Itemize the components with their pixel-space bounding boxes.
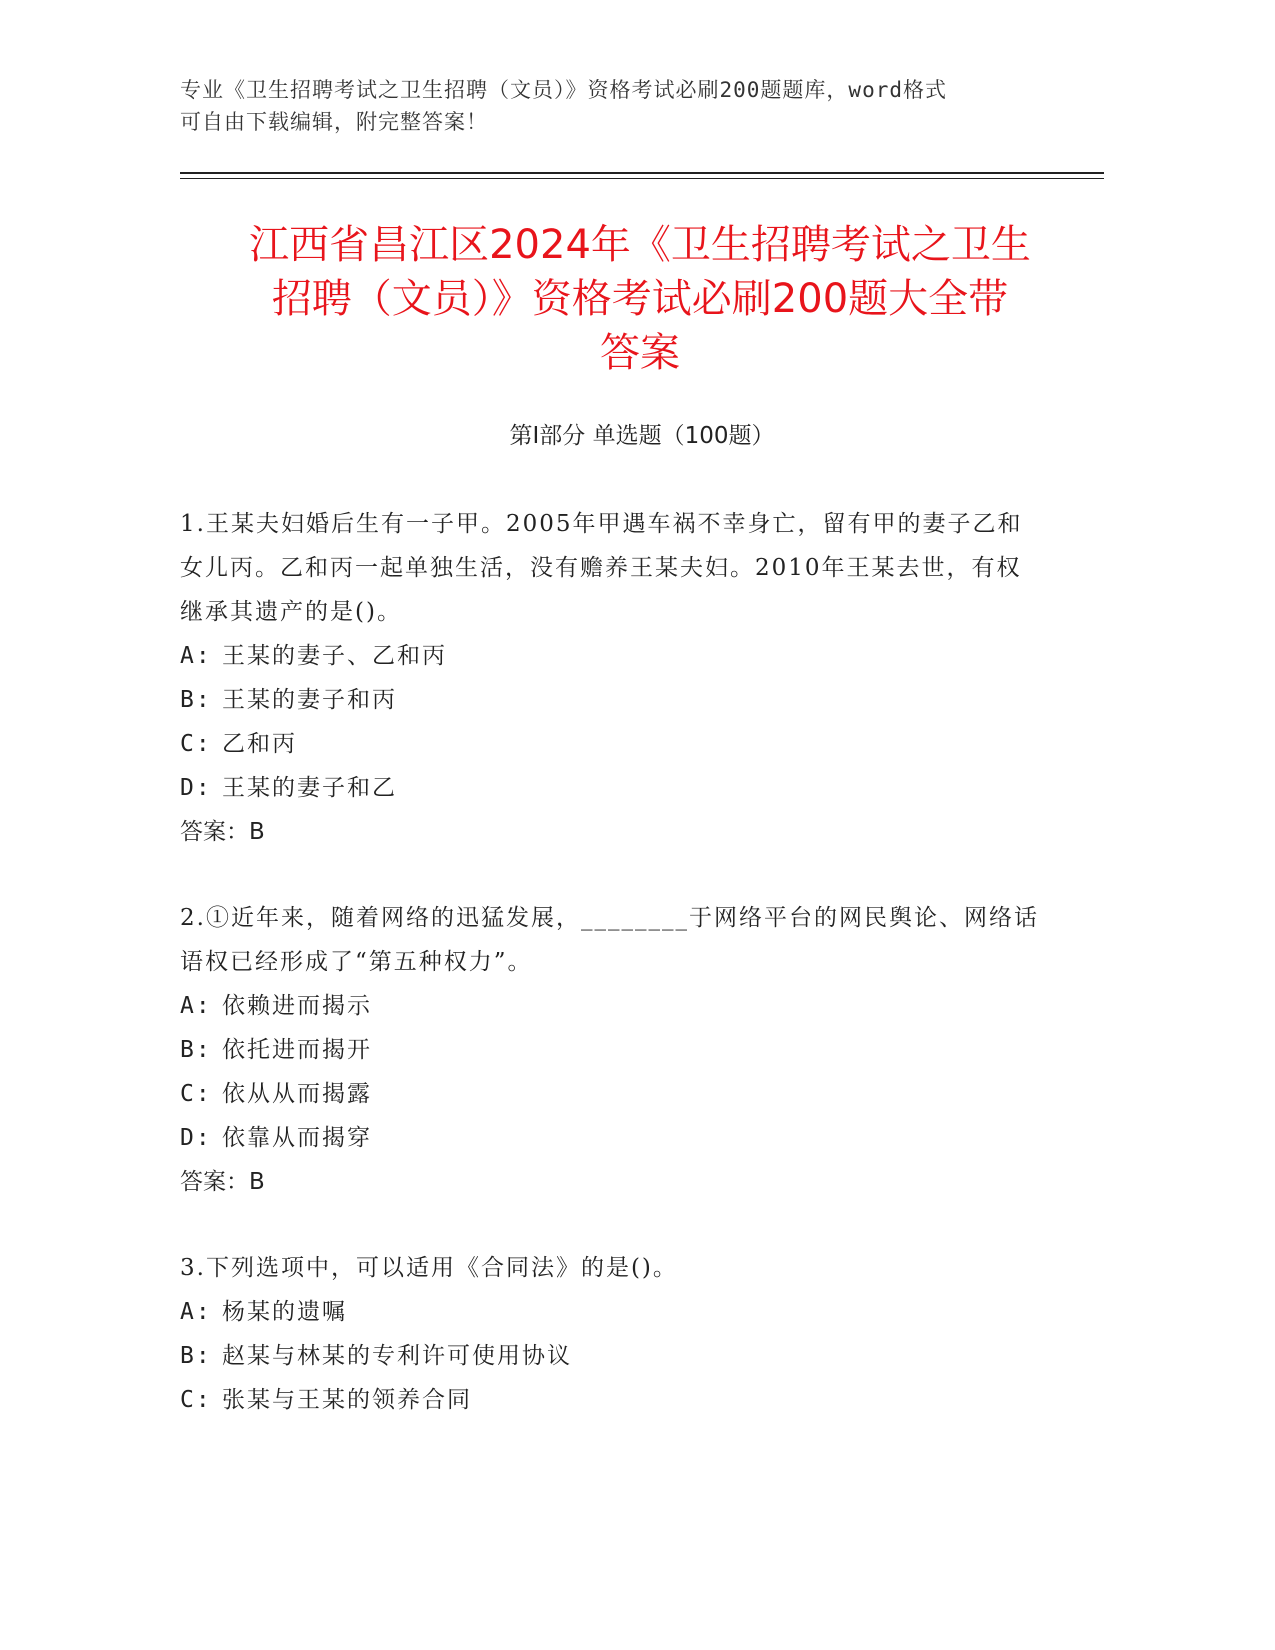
option-text: 王某的妻子和丙 bbox=[222, 687, 397, 713]
option-letter: B: bbox=[180, 687, 212, 713]
answer-key: 答案：B bbox=[180, 1169, 265, 1195]
option-letter: A: bbox=[180, 993, 212, 1019]
question-stem: 3.下列选项中，可以适用《合同法》的是()。 bbox=[180, 1255, 678, 1281]
option-letter: C: bbox=[180, 1387, 212, 1413]
option-b bbox=[180, 1334, 1040, 1378]
title-line-1: 江西省昌江区2024年《卫生招聘考试之卫生 bbox=[249, 222, 1031, 268]
option-c bbox=[180, 1378, 1040, 1422]
option-letter: B: bbox=[180, 1343, 212, 1369]
option-letter: D: bbox=[180, 775, 212, 801]
question-3 bbox=[180, 1246, 1040, 1422]
option-d bbox=[180, 766, 1040, 810]
section-heading: 第Ⅰ部分 单选题（100题） bbox=[509, 423, 775, 449]
option-text: 杨某的遗嘱 bbox=[222, 1299, 347, 1325]
option-letter: B: bbox=[180, 1037, 212, 1063]
option-text: 张某与王某的领养合同 bbox=[222, 1387, 472, 1413]
question-1 bbox=[180, 502, 1040, 854]
question-2 bbox=[180, 896, 1040, 1204]
option-c bbox=[180, 722, 1040, 766]
header-divider-thin bbox=[180, 178, 1104, 179]
title-line-3: 答案 bbox=[600, 330, 680, 376]
option-text: 依赖进而揭示 bbox=[222, 993, 372, 1019]
option-text: 王某的妻子和乙 bbox=[222, 775, 397, 801]
option-c bbox=[180, 1072, 1040, 1116]
option-text: 乙和丙 bbox=[222, 731, 297, 757]
option-text: 赵某与林某的专利许可使用协议 bbox=[222, 1343, 572, 1369]
option-letter: D: bbox=[180, 1125, 212, 1151]
option-letter: C: bbox=[180, 731, 212, 757]
option-a bbox=[180, 1290, 1040, 1334]
option-text: 依靠从而揭穿 bbox=[222, 1125, 372, 1151]
option-b bbox=[180, 678, 1040, 722]
document-header-note bbox=[180, 74, 1060, 138]
option-d bbox=[180, 1116, 1040, 1160]
answer-key: 答案：B bbox=[180, 819, 265, 845]
option-a bbox=[180, 634, 1040, 678]
option-letter: A: bbox=[180, 1299, 212, 1325]
option-b bbox=[180, 1028, 1040, 1072]
option-letter: C: bbox=[180, 1081, 212, 1107]
question-stem: 2.①近年来，随着网络的迅猛发展，________于网络平台的网民舆论、网络话语权已经形成了“第五种权力”。 bbox=[180, 905, 1039, 975]
option-a bbox=[180, 984, 1040, 1028]
option-text: 依托进而揭开 bbox=[222, 1037, 372, 1063]
title-line-2: 招聘（文员）》资格考试必刷200题大全带 bbox=[271, 276, 1009, 322]
option-text: 王某的妻子、乙和丙 bbox=[222, 643, 447, 669]
document-title bbox=[160, 218, 1120, 380]
header-divider-thick bbox=[180, 172, 1104, 174]
question-list bbox=[180, 502, 1040, 1464]
question-stem: 1.王某夫妇婚后生有一子甲。2005年甲遇车祸不幸身亡，留有甲的妻子乙和女儿丙。乙和丙一起单独生活，没有赡养王某夫妇。2010年王某去世，有权继承其遗产的是()。 bbox=[180, 511, 1023, 625]
header-line-2: 可自由下载编辑，附完整答案！ bbox=[180, 110, 488, 134]
header-line-1: 专业《卫生招聘考试之卫生招聘（文员）》资格考试必刷200题题库，word格式 bbox=[180, 78, 947, 102]
option-text: 依从从而揭露 bbox=[222, 1081, 372, 1107]
option-letter: A: bbox=[180, 643, 212, 669]
